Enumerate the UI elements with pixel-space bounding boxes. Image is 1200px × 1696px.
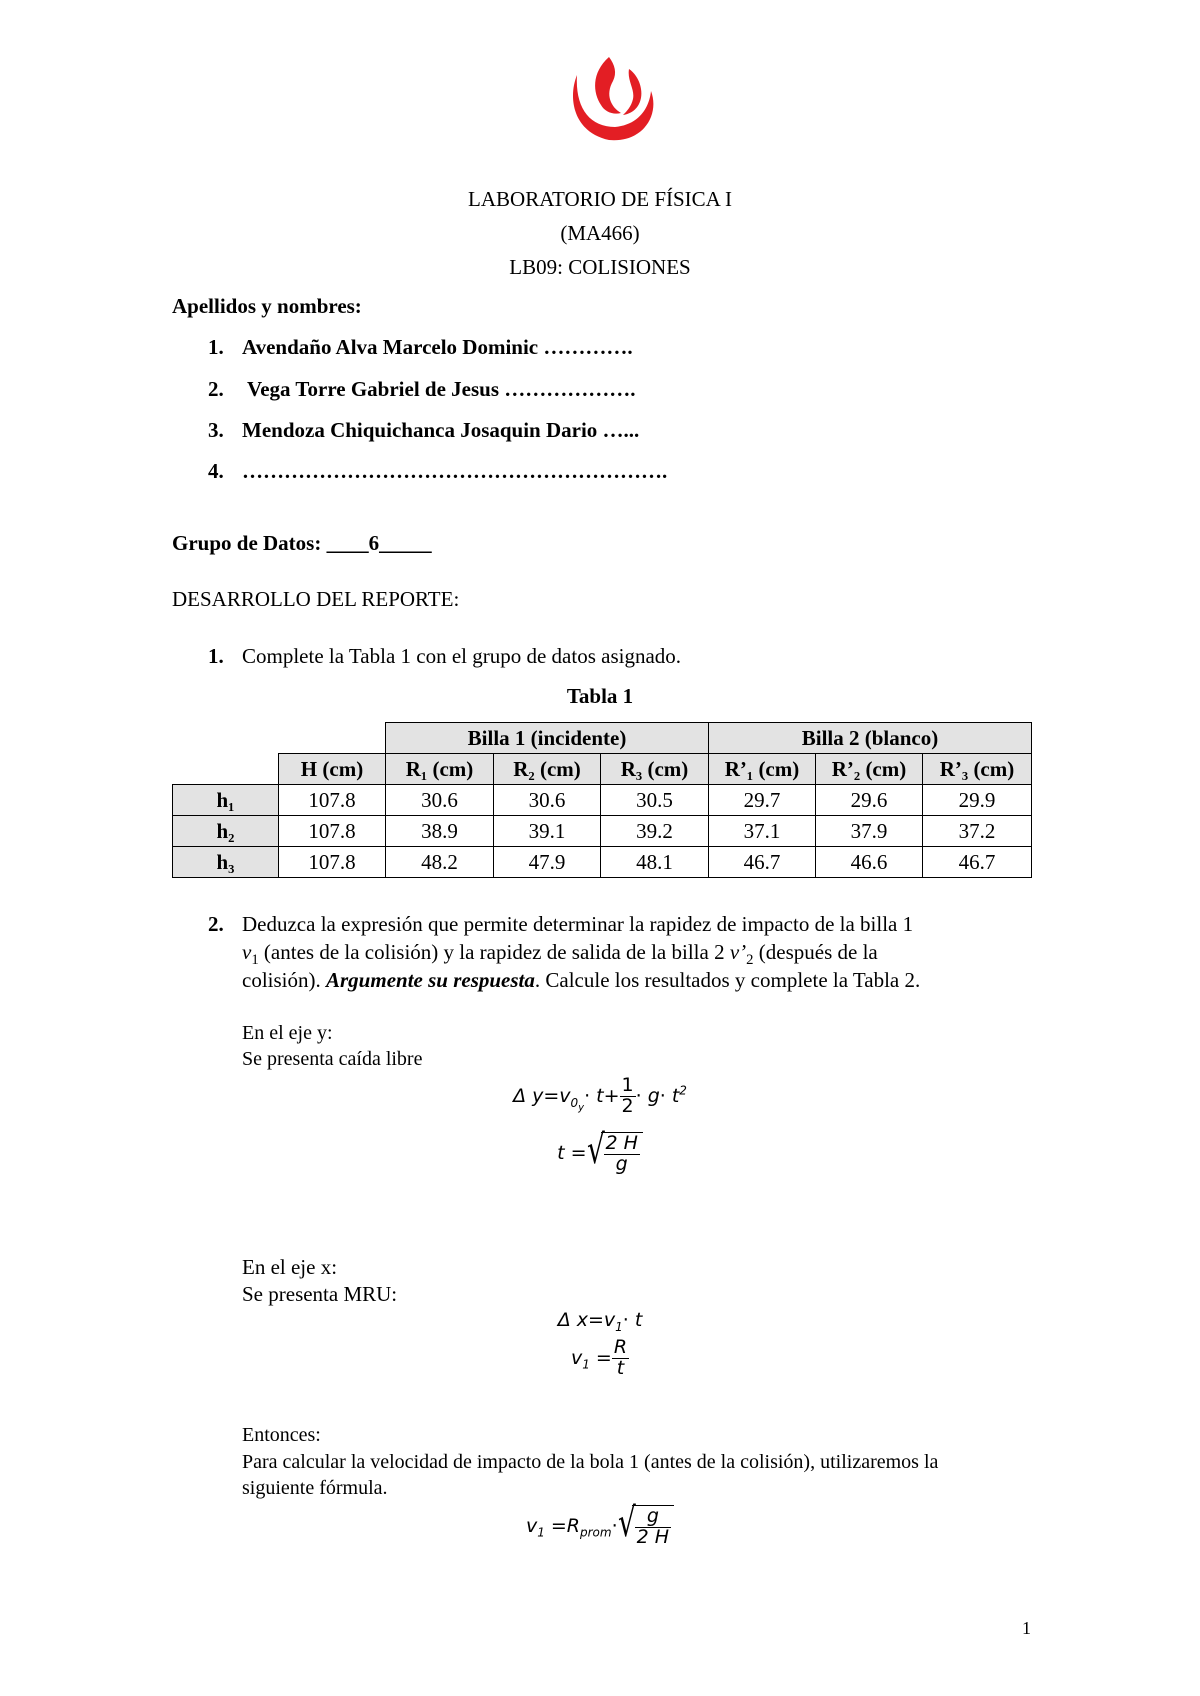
ejey-desc: Se presenta caída libre (242, 1048, 423, 1070)
equation-v1 (0, 1338, 1200, 1379)
question-2-emphasis: Argumente su respuesta (326, 968, 535, 992)
v1-sub: 1 (251, 952, 259, 969)
eq1-num: 1 (621, 1074, 634, 1096)
eq1-den: 2 (621, 1094, 634, 1117)
question-2-line-2-text: (antes de la colisión) y la rapidez de salida de la billa 2 (258, 940, 730, 964)
table-row-label: h₁ (173, 785, 279, 816)
ejex-label: En el eje x: (242, 1255, 338, 1279)
then-label: Entonces: (242, 1424, 321, 1446)
eq4-lhs: v (570, 1346, 583, 1369)
question-2-line-1: Deduzca la expresión que permite determinar la rapidez de impacto de la billa 1 (242, 912, 914, 936)
equation-free-fall (0, 1076, 1200, 1117)
eq3-rest: ⋅ t (622, 1309, 643, 1331)
eq1-mid: ⋅ t+ (584, 1084, 620, 1107)
data-group-label: Grupo de Datos: (172, 531, 322, 555)
table-group-billa-1: Billa 1 (incidente) (386, 723, 709, 754)
table-blank-cell (279, 723, 386, 754)
data-table (172, 722, 1032, 878)
student-2 (208, 377, 636, 402)
table-cell: 107.8 (279, 816, 386, 847)
table-cell: 107.8 (279, 785, 386, 816)
eq5-lhs: v (525, 1514, 538, 1537)
data-group-pre: ____ (326, 531, 369, 555)
equation-mru (0, 1309, 1200, 1334)
data-group-value: 6 (368, 531, 380, 555)
table-cell: 46.6 (816, 847, 923, 878)
eq5-eq: =R (544, 1514, 580, 1537)
student-1-num: 1. (208, 335, 224, 359)
table-cell: 37.1 (709, 816, 816, 847)
table-header-rp3: R’₃ (cm) (923, 754, 1032, 785)
eq2-den: g (615, 1152, 628, 1175)
table-cell: 37.9 (816, 816, 923, 847)
table-cell: 37.2 (923, 816, 1032, 847)
table-cell: 46.7 (709, 847, 816, 878)
table-header-h: H (cm) (279, 754, 386, 785)
question-2-line-3 (242, 968, 920, 993)
student-4-name: ……………………………………………………. (242, 459, 668, 483)
equation-time: t = √ $\frac{2 H}{g}$ (0, 1132, 1200, 1175)
student-3-name: Mendoza Chiquichanca Josaquin Dario …... (242, 418, 640, 442)
question-2-line-2 (242, 940, 878, 969)
table-row (173, 816, 1032, 847)
table-header-r3: R₃ (cm) (601, 754, 709, 785)
question-2-line-2-end: (después de la (753, 940, 878, 964)
table-header-row (173, 754, 1032, 785)
table-cell: 30.6 (494, 785, 601, 816)
table-row-label: h₃ (173, 847, 279, 878)
eq2-lhs: t = (557, 1141, 587, 1164)
page-number: 1 (1022, 1618, 1031, 1638)
table-cell: 38.9 (386, 816, 494, 847)
data-group-post: _____ (379, 531, 432, 555)
eq3-lhs: Δ x=v (557, 1309, 616, 1331)
table-header-rp2: R’₂ (cm) (816, 754, 923, 785)
eq4-sub: 1 (582, 1357, 590, 1372)
student-4 (208, 459, 667, 484)
upc-flame-logo (565, 55, 660, 145)
table-header-r1: R₁ (cm) (386, 754, 494, 785)
student-4-num: 4. (208, 459, 224, 483)
eq1-sup: 2 (679, 1083, 687, 1098)
table-blank-cell (173, 754, 279, 785)
student-2-name: Vega Torre Gabriel de Jesus ………………. (247, 377, 636, 401)
equation-impact-speed: $v_1 =R_{prom}\cdot$ √ $\frac{g}{2 H}$ (0, 1505, 1200, 1548)
eq5-num: g (635, 1507, 671, 1528)
vp2-sub: 2 (746, 952, 754, 969)
table-cell: 46.7 (923, 847, 1032, 878)
student-3-num: 3. (208, 418, 224, 442)
question-1 (208, 644, 681, 669)
table-header-rp1: R’₁ (cm) (709, 754, 816, 785)
eq3-sub: 1 (615, 1319, 623, 1334)
students-label: Apellidos y nombres: (172, 294, 362, 318)
logo-flame-right (623, 69, 641, 115)
eq1-subsub: y (578, 1102, 585, 1114)
section-title: DESARROLLO DEL REPORTE: (172, 587, 460, 611)
table-row (173, 847, 1032, 878)
course-code: (MA466) (560, 221, 640, 245)
table-cell: 39.1 (494, 816, 601, 847)
eq5-dot: ⋅ (611, 1514, 618, 1537)
table-cell: 48.1 (601, 847, 709, 878)
table-cell: 30.6 (386, 785, 494, 816)
question-1-text: Complete la Tabla 1 con el grupo de datos asignado. (242, 644, 682, 668)
table-cell: 48.2 (386, 847, 494, 878)
table-header-r2: R₂ (cm) (494, 754, 601, 785)
question-2-line-3-c: . Calcule los resultados y complete la Tabla 2. (534, 968, 921, 992)
eq5-rsub: prom (580, 1525, 612, 1540)
student-3 (208, 418, 639, 443)
eq1-sub: 0 (570, 1095, 579, 1110)
student-1-name: Avendaño Alva Marcelo Dominic …………. (242, 335, 633, 359)
eq2-num: 2 H (605, 1132, 638, 1154)
table-cell: 47.9 (494, 847, 601, 878)
lab-title: LABORATORIO DE FÍSICA I (468, 187, 732, 211)
table-row-label: h₂ (173, 816, 279, 847)
eq1-rest: ⋅ g⋅ t (635, 1084, 680, 1107)
then-text-2: siguiente fórmula. (242, 1477, 388, 1499)
eq5-sub: 1 (537, 1525, 545, 1540)
eq5-den: 2 H (636, 1525, 670, 1548)
table-blank-cell (173, 723, 279, 754)
question-2-num: 2. (208, 912, 224, 936)
table-group-header-row (173, 723, 1032, 754)
table-row (173, 785, 1032, 816)
table-cell: 107.8 (279, 847, 386, 878)
data-group (172, 531, 432, 556)
question-1-num: 1. (208, 644, 224, 668)
v1-symbol: v (242, 940, 252, 964)
vp2-symbol: v’ (729, 940, 747, 964)
eq4-num: R (613, 1336, 628, 1358)
eq4-eq: = (589, 1346, 612, 1369)
eq1-lhs: Δ y=v (513, 1084, 571, 1107)
table-caption: Tabla 1 (566, 684, 634, 708)
student-1 (208, 335, 633, 360)
question-2 (208, 912, 913, 937)
ejex-desc: Se presenta MRU: (242, 1282, 398, 1306)
table-cell: 29.6 (816, 785, 923, 816)
then-text-1: Para calcular la velocidad de impacto de la bola 1 (antes de la colisión), utilizaremos la (242, 1451, 939, 1473)
table-group-billa-2: Billa 2 (blanco) (709, 723, 1032, 754)
eq4-den: t (616, 1356, 625, 1379)
table-cell: 30.5 (601, 785, 709, 816)
student-2-num: 2. (208, 377, 224, 401)
table-cell: 29.9 (923, 785, 1032, 816)
question-2-line-3-a: colisión). (242, 968, 326, 992)
table-cell: 29.7 (709, 785, 816, 816)
table-cell: 39.2 (601, 816, 709, 847)
ejey-label: En el eje y: (242, 1022, 333, 1044)
logo-flame-inner (595, 57, 621, 114)
lab-name: LB09: COLISIONES (509, 255, 691, 279)
